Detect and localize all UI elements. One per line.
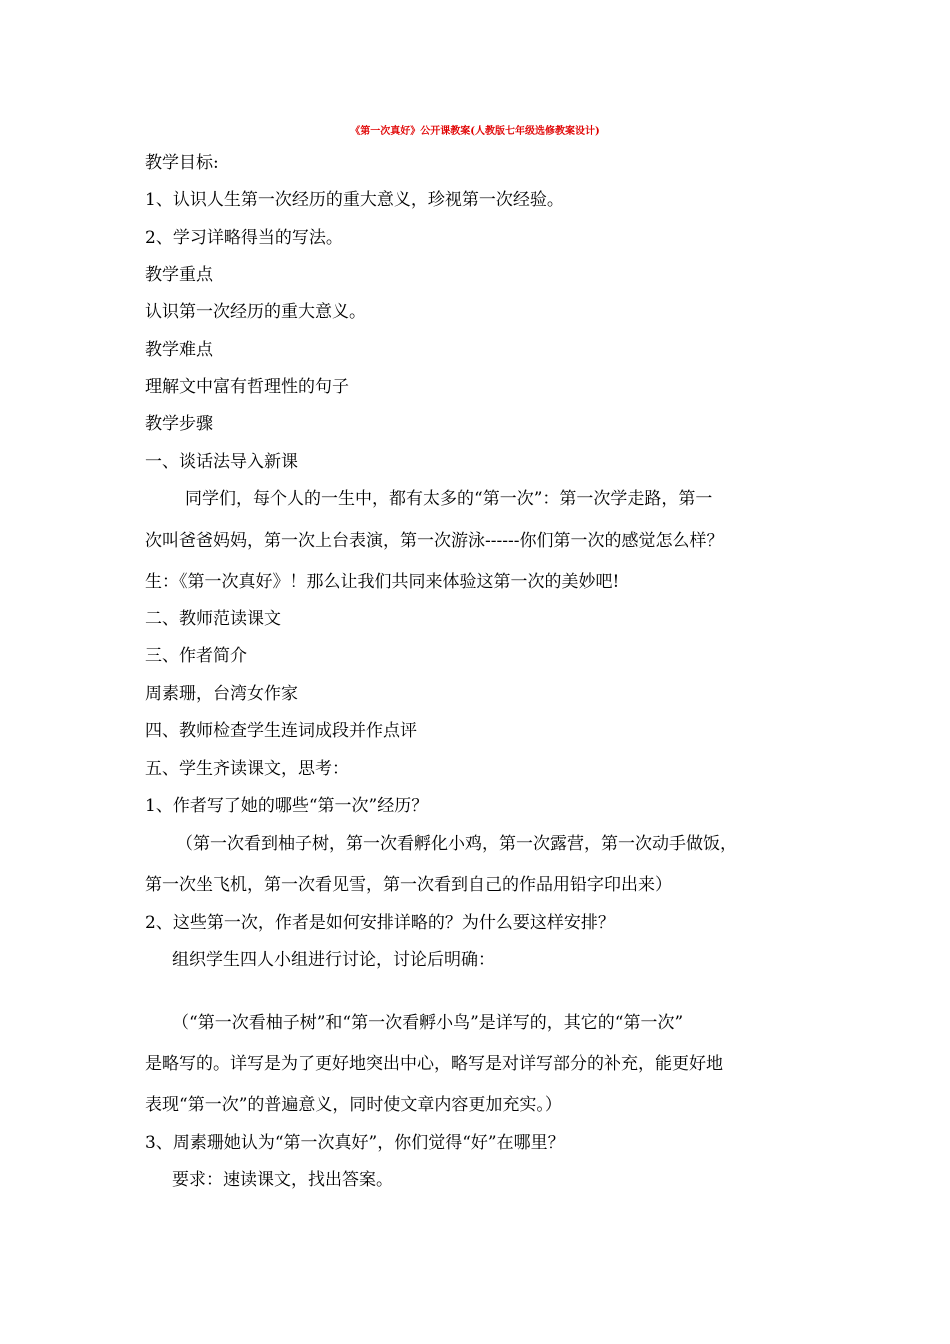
text-line: 2、这些第一次，作者是如何安排详略的？为什么要这样安排？: [145, 913, 615, 933]
text-line: 三、作者简介: [145, 646, 247, 666]
text-line: 3、周素珊她认为“第一次真好”，你们觉得“好”在哪里？: [145, 1133, 565, 1153]
text-line: 第一次坐飞机，第一次看见雪，第一次看到自己的作品用铅字印出来）: [145, 875, 672, 895]
text-line: 1、认识人生第一次经历的重大意义，珍视第一次经验。: [145, 190, 564, 210]
text-line: 2、学习详略得当的写法。: [145, 228, 343, 248]
text-line: 教学重点: [145, 265, 213, 285]
text-line: 一、谈话法导入新课: [145, 452, 298, 472]
text-line: 同学们，每个人的一生中，都有太多的“第一次”：第一次学走路，第一: [185, 489, 713, 509]
text-line: 教学目标:: [145, 153, 219, 173]
text-line: 组织学生四人小组进行讨论，讨论后明确：: [172, 950, 495, 970]
text-line: 周素珊，台湾女作家: [145, 684, 298, 704]
text-line: 四、教师检查学生连词成段并作点评: [145, 721, 417, 741]
text-line: 要求：速读课文，找出答案。: [172, 1170, 393, 1190]
text-line: 教学步骤: [145, 414, 213, 434]
text-line: 表现“第一次”的普遍意义，同时使文章内容更加充实。）: [145, 1095, 562, 1115]
text-line: （第一次看到柚子树，第一次看孵化小鸡，第一次露营，第一次动手做饭，: [176, 834, 737, 854]
text-line: 认识第一次经历的重大意义。: [145, 302, 366, 322]
text-line: 教学难点: [145, 340, 213, 360]
text-line: （“第一次看柚子树”和“第一次看孵小鸟”是详写的，其它的“第一次”: [172, 1013, 684, 1033]
text-line: 次叫爸爸妈妈，第一次上台表演，第一次游泳------你们第一次的感觉怎么样？: [145, 531, 724, 551]
text-line: 二、教师范读课文: [145, 609, 281, 629]
document-title: 《第一次真好》公开课教案(人教版七年级选修教案设计): [350, 126, 600, 137]
text-line: 五、学生齐读课文，思考：: [145, 759, 349, 779]
text-line: 生：《第一次真好》！那么让我们共同来体验这第一次的美妙吧!: [145, 572, 620, 592]
text-line: 是略写的。详写是为了更好地突出中心，略写是对详写部分的补充，能更好地: [145, 1054, 723, 1074]
text-line: 理解文中富有哲理性的句子: [145, 377, 349, 397]
text-line: 1、作者写了她的哪些“第一次”经历？: [145, 796, 429, 816]
